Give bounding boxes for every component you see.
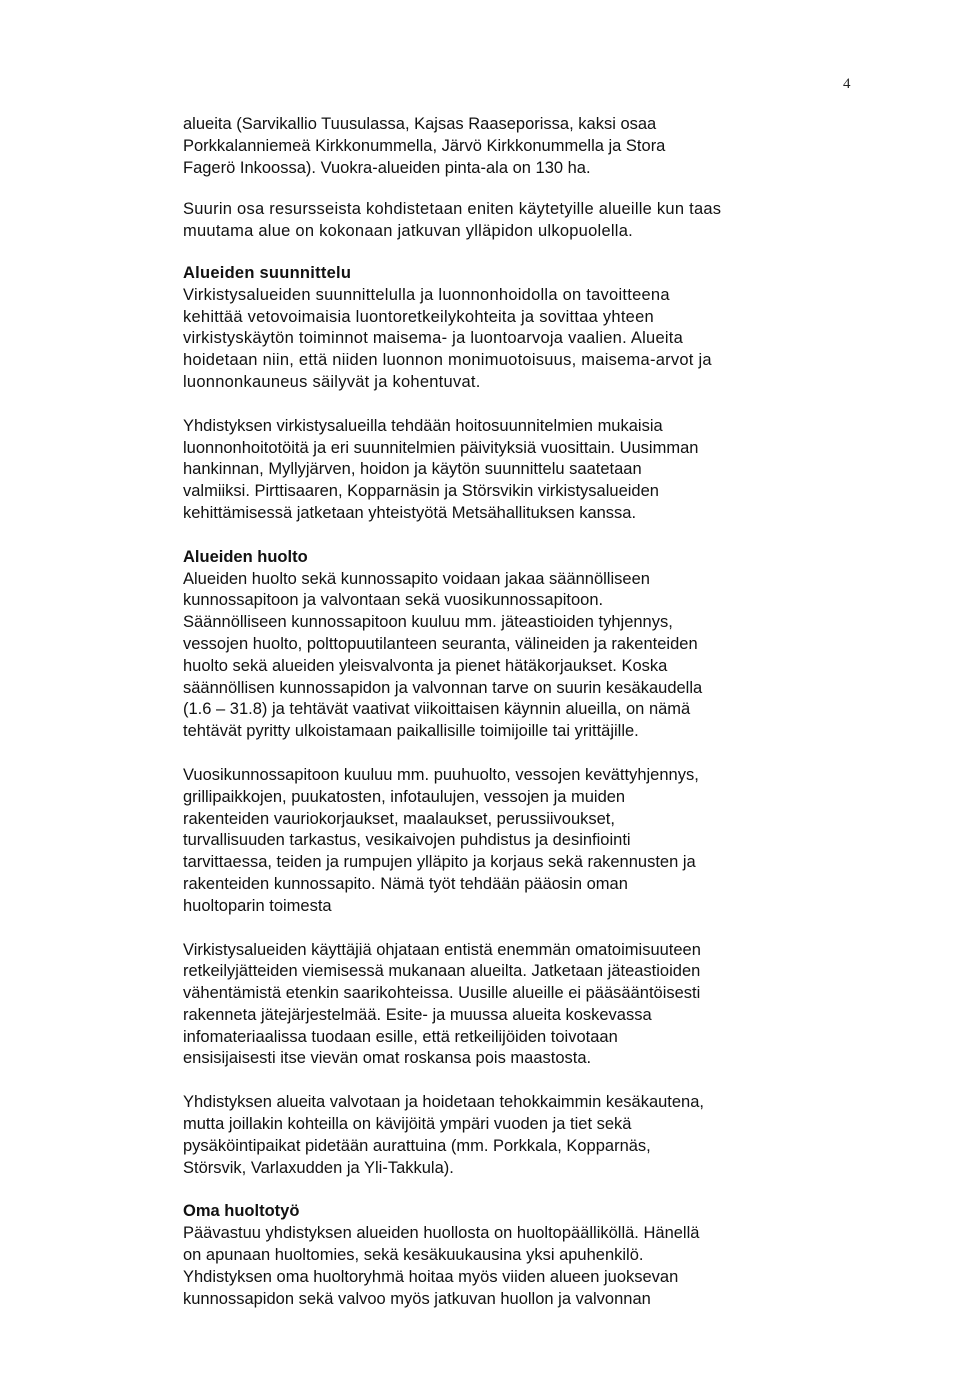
section-area-planning xyxy=(183,263,823,394)
text-line: on apunaan huoltomies, sekä kesäkuukausina yksi apuhenkilö. xyxy=(183,1246,644,1265)
page-number: 4 xyxy=(843,76,851,92)
text-line: Suurin osa resursseista kohdistetaan eniten käytetyille alueille kun taas xyxy=(183,200,722,219)
text-line: vähentämistä etenkin saarikohteissa. Uusille alueille ei pääsääntöisesti xyxy=(183,984,701,1003)
text-line: Yhdistyksen oma huoltoryhmä hoitaa myös viiden alueen juoksevan xyxy=(183,1267,679,1286)
text-line: Virkistysalueiden suunnittelulla ja luonnonhoidolla on tavoitteena xyxy=(183,285,670,304)
text-line: rakenteiden kunnossapito. Nämä työt tehdään pääosin oman xyxy=(183,874,628,893)
text-line: hankinnan, Myllyjärven, hoidon ja käytön suunnittelu saatetaan xyxy=(183,460,642,479)
text-line: luonnonkauneus säilyvät ja kohentuvat. xyxy=(183,372,481,391)
paragraph-leased-areas xyxy=(183,114,823,179)
text-line: valmiiksi. Pirttisaaren, Kopparnäsin ja Störsvikin virkistysalueiden xyxy=(183,482,659,501)
paragraph-resources xyxy=(183,199,823,243)
text-line: kunnossapitoon ja valvontaan sekä vuosikunnossapitoon. xyxy=(183,591,604,610)
text-line: Fagerö Inkoossa). Vuokra-alueiden pinta-ala on 130 ha. xyxy=(183,158,591,177)
section-area-maintenance xyxy=(183,547,823,743)
text-line: Alueiden huolto sekä kunnossapito voidaan jakaa säännölliseen xyxy=(183,569,650,588)
text-line: Porkkalanniemeä Kirkkonummella, Järvö Kirkkonummella ja Stora xyxy=(183,136,666,155)
text-line: huolto sekä alueiden yleisvalvonta ja pienet hätäkorjaukset. Koska xyxy=(183,656,668,675)
paragraph-nature-management xyxy=(183,416,823,525)
text-line: pysäköintipaikat pidetään aurattuina (mm. Porkkala, Kopparnäs, xyxy=(183,1136,651,1155)
text-line: rakenteiden vauriokorjaukset, maalaukset, perussiivoukset, xyxy=(183,809,615,828)
text-line: muutama alue on kokonaan jatkuvan ylläpidon ulkopuolella. xyxy=(183,222,633,241)
text-line: kunnossapidon sekä valvoo myös jatkuvan huollon ja valvonnan xyxy=(183,1289,651,1308)
text-line: Yhdistyksen alueita valvotaan ja hoidetaan tehokkaimmin kesäkautena, xyxy=(183,1093,704,1112)
text-line: virkistyskäytön toiminnot maisema- ja luontoarvoja vaalien. Alueita xyxy=(183,329,684,348)
section-own-maintenance xyxy=(183,1201,823,1310)
paragraph-annual-maintenance xyxy=(183,765,823,918)
text-line: (1.6 – 31.8) ja tehtävät vaativat viikoittaisen käynnin alueilla, on nämä xyxy=(183,700,691,719)
section-heading: Oma huoltotyö xyxy=(183,1202,300,1221)
text-line: retkeilyjätteiden viemisessä mukanaan alueilta. Jatketaan jäteastioiden xyxy=(183,962,701,981)
paragraph-waste xyxy=(183,940,823,1071)
text-line: tarvittaessa, teiden ja rumpujen ylläpito ja korjaus sekä rakennusten ja xyxy=(183,853,696,872)
text-line: kehittää vetovoimaisia luontoretkeilykohteita ja sovittaa yhteen xyxy=(183,307,654,326)
section-heading: Alueiden huolto xyxy=(183,547,308,566)
text-line: Yhdistyksen virkistysalueilla tehdään hoitosuunnitelmien mukaisia xyxy=(183,416,663,435)
text-line: tehtävät pyritty ulkoistamaan paikallisille toimijoille tai yrittäjille. xyxy=(183,722,639,741)
text-line: ensisijaisesti itse vievän omat roskansa pois maastosta. xyxy=(183,1049,592,1068)
text-line: Störsvik, Varlaxudden ja Yli-Takkula). xyxy=(183,1158,454,1177)
text-line: vessojen huolto, polttopuutilanteen seuranta, välineiden ja rakenteiden xyxy=(183,634,698,653)
text-line: alueita (Sarvikallio Tuusulassa, Kajsas Raaseporissa, kaksi osaa xyxy=(183,115,657,133)
text-line: kehittämisessä jatketaan yhteistyötä Metsähallituksen kanssa. xyxy=(183,503,637,522)
section-heading: Alueiden suunnittelu xyxy=(183,263,352,282)
text-line: turvallisuuden tarkastus, vesikaivojen puhdistus ja desinfiointi xyxy=(183,831,631,850)
text-line: luonnonhoitotöitä ja eri suunnitelmien päivityksiä vuosittain. Uusimman xyxy=(183,438,699,457)
text-line: Virkistysalueiden käyttäjiä ohjataan entistä enemmän omatoimisuuteen xyxy=(183,940,701,959)
text-line: grillipaikkojen, puukatosten, infotaulujen, vessojen ja muiden xyxy=(183,787,626,806)
text-line: rakenneta jätejärjestelmää. Esite- ja muussa alueita koskevassa xyxy=(183,1005,652,1024)
document-body xyxy=(183,114,823,1310)
text-line: hoidetaan niin, että niiden luonnon monimuotoisuus, maisema-arvot ja xyxy=(183,351,712,370)
text-line: säännöllisen kunnossapidon ja valvonnan tarve on suurin kesäkaudella xyxy=(183,678,703,697)
text-line: Vuosikunnossapitoon kuuluu mm. puuhuolto, vessojen kevättyhjennys, xyxy=(183,765,699,784)
text-line: Säännölliseen kunnossapitoon kuuluu mm. jäteastioiden tyhjennys, xyxy=(183,613,673,632)
text-line: mutta joillakin kohteilla on kävijöitä ympäri vuoden ja tiet sekä xyxy=(183,1115,632,1134)
text-line: huoltoparin toimesta xyxy=(183,896,332,915)
text-line: Päävastuu yhdistyksen alueiden huollosta on huoltopäälliköllä. Hänellä xyxy=(183,1224,700,1243)
paragraph-supervision xyxy=(183,1092,823,1179)
text-line: infomateriaalissa tuodaan esille, että retkeilijöiden toivotaan xyxy=(183,1027,618,1046)
